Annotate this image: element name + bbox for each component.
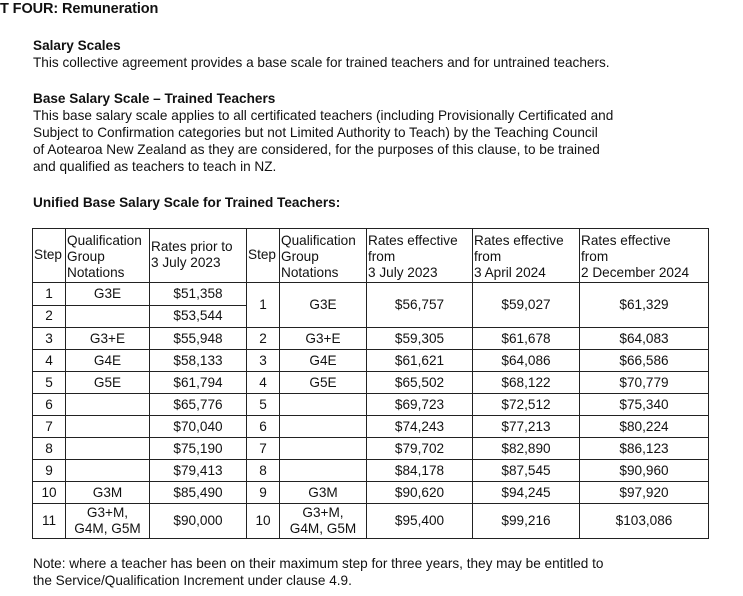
rate-jul-2023: $56,757 bbox=[367, 283, 473, 328]
table-note bbox=[33, 555, 603, 589]
rate-dec-2024: $61,329 bbox=[580, 283, 709, 328]
new-qual: G5E bbox=[280, 372, 367, 394]
rate-apr-2024: $64,086 bbox=[473, 350, 580, 372]
note-line: Note: where a teacher has been on their maximum step for three years, they may be entitled to bbox=[33, 556, 604, 571]
old-step: 5 bbox=[33, 372, 66, 394]
rate-apr-2024: $68,122 bbox=[473, 372, 580, 394]
rate-jul-2023: $65,502 bbox=[367, 372, 473, 394]
rate-jul-2023: $95,400 bbox=[367, 504, 473, 539]
old-qual bbox=[66, 416, 150, 438]
rate-dec-2024: $70,779 bbox=[580, 372, 709, 394]
header-rates-jul-2023: Rates effective from 3 July 2023 bbox=[367, 229, 473, 283]
new-qual bbox=[280, 438, 367, 460]
salary-scale-table bbox=[32, 228, 709, 539]
section-body: This collective agreement provides a base scale for trained teachers and for untrained teachers. bbox=[33, 55, 610, 70]
old-rate: $65,776 bbox=[150, 394, 247, 416]
header-rates-apr-2024: Rates effective from 3 April 2024 bbox=[473, 229, 580, 283]
old-rate: $70,040 bbox=[150, 416, 247, 438]
rate-jul-2023: $90,620 bbox=[367, 482, 473, 504]
section-body-line: of Aotearoa New Zealand as they are considered, for the purposes of this clause, to be trained bbox=[33, 142, 600, 157]
part-title: T FOUR: Remuneration bbox=[0, 1, 159, 17]
table-row bbox=[33, 416, 709, 438]
old-rate: $85,490 bbox=[150, 482, 247, 504]
table-header-row bbox=[33, 229, 709, 283]
rate-jul-2023: $79,702 bbox=[367, 438, 473, 460]
header-qualification-new: Qualification Group Notations bbox=[280, 229, 367, 283]
old-step: 2 bbox=[33, 305, 66, 328]
header-rates-prior: Rates prior to 3 July 2023 bbox=[150, 229, 247, 283]
old-step: 4 bbox=[33, 350, 66, 372]
table-row bbox=[33, 438, 709, 460]
old-step: 9 bbox=[33, 460, 66, 482]
new-step: 7 bbox=[247, 438, 280, 460]
new-step: 4 bbox=[247, 372, 280, 394]
new-qual: G3E bbox=[280, 283, 367, 328]
rate-apr-2024: $94,245 bbox=[473, 482, 580, 504]
old-qual bbox=[66, 460, 150, 482]
new-step: 3 bbox=[247, 350, 280, 372]
table-row bbox=[33, 372, 709, 394]
new-step: 6 bbox=[247, 416, 280, 438]
header-step-old: Step bbox=[33, 229, 66, 283]
new-step: 9 bbox=[247, 482, 280, 504]
header-rates-dec-2024: Rates effective from 2 December 2024 bbox=[580, 229, 709, 283]
rate-dec-2024: $64,083 bbox=[580, 328, 709, 350]
old-step: 11 bbox=[33, 504, 66, 539]
old-rate: $61,794 bbox=[150, 372, 247, 394]
section-heading: Salary Scales bbox=[33, 38, 121, 53]
new-step: 5 bbox=[247, 394, 280, 416]
section-body-line: Subject to Confirmation categories but not Limited Authority to Teach) by the Teaching Council bbox=[33, 125, 598, 140]
new-qual: G3+M, G4M, G5M bbox=[280, 504, 367, 539]
old-step: 8 bbox=[33, 438, 66, 460]
old-step: 1 bbox=[33, 283, 66, 306]
rate-dec-2024: $75,340 bbox=[580, 394, 709, 416]
old-qual: G3+M, G4M, G5M bbox=[66, 504, 150, 539]
rate-apr-2024: $87,545 bbox=[473, 460, 580, 482]
new-qual: G3+E bbox=[280, 328, 367, 350]
header-step-new: Step bbox=[247, 229, 280, 283]
rate-dec-2024: $97,920 bbox=[580, 482, 709, 504]
rate-dec-2024: $103,086 bbox=[580, 504, 709, 539]
new-qual bbox=[280, 394, 367, 416]
table-row bbox=[33, 482, 709, 504]
table-row bbox=[33, 350, 709, 372]
old-rate: $75,190 bbox=[150, 438, 247, 460]
rate-jul-2023: $74,243 bbox=[367, 416, 473, 438]
old-step: 3 bbox=[33, 328, 66, 350]
old-qual bbox=[66, 438, 150, 460]
old-rate: $58,133 bbox=[150, 350, 247, 372]
header-qualification-old: Qualification Group Notations bbox=[66, 229, 150, 283]
old-step: 6 bbox=[33, 394, 66, 416]
rate-apr-2024: $72,512 bbox=[473, 394, 580, 416]
new-step: 2 bbox=[247, 328, 280, 350]
new-qual bbox=[280, 416, 367, 438]
rate-dec-2024: $90,960 bbox=[580, 460, 709, 482]
new-qual bbox=[280, 460, 367, 482]
rate-dec-2024: $86,123 bbox=[580, 438, 709, 460]
old-qual: G5E bbox=[66, 372, 150, 394]
base-salary-trained-section bbox=[33, 90, 613, 175]
table-row bbox=[33, 394, 709, 416]
rate-apr-2024: $77,213 bbox=[473, 416, 580, 438]
table-row bbox=[33, 460, 709, 482]
old-qual: G3M bbox=[66, 482, 150, 504]
section-body-line: and qualified as teachers to teach in NZ. bbox=[33, 159, 277, 174]
old-qual: G4E bbox=[66, 350, 150, 372]
note-line: the Service/Qualification Increment under clause 4.9. bbox=[33, 573, 352, 588]
old-qual: G3+E bbox=[66, 328, 150, 350]
rate-dec-2024: $80,224 bbox=[580, 416, 709, 438]
old-step: 7 bbox=[33, 416, 66, 438]
rate-jul-2023: $59,305 bbox=[367, 328, 473, 350]
rate-apr-2024: $61,678 bbox=[473, 328, 580, 350]
rate-jul-2023: $61,621 bbox=[367, 350, 473, 372]
section-heading: Base Salary Scale – Trained Teachers bbox=[33, 91, 276, 106]
section-body-line: This base salary scale applies to all certificated teachers (including Provisionally Certificated and bbox=[33, 108, 614, 123]
unified-scale-heading-section bbox=[33, 194, 340, 211]
old-rate: $90,000 bbox=[150, 504, 247, 539]
table-row bbox=[33, 328, 709, 350]
new-qual: G3M bbox=[280, 482, 367, 504]
new-step: 1 bbox=[247, 283, 280, 328]
old-rate: $79,413 bbox=[150, 460, 247, 482]
table-row bbox=[33, 283, 709, 306]
rate-jul-2023: $84,178 bbox=[367, 460, 473, 482]
rate-jul-2023: $69,723 bbox=[367, 394, 473, 416]
old-step: 10 bbox=[33, 482, 66, 504]
new-step: 10 bbox=[247, 504, 280, 539]
old-qual: G3E bbox=[66, 283, 150, 306]
old-rate: $51,358 bbox=[150, 283, 247, 306]
new-qual: G4E bbox=[280, 350, 367, 372]
table-caption: Unified Base Salary Scale for Trained Teachers: bbox=[33, 195, 341, 210]
rate-apr-2024: $59,027 bbox=[473, 283, 580, 328]
rate-dec-2024: $66,586 bbox=[580, 350, 709, 372]
old-rate: $53,544 bbox=[150, 305, 247, 328]
old-rate: $55,948 bbox=[150, 328, 247, 350]
old-qual bbox=[66, 305, 150, 328]
old-qual bbox=[66, 394, 150, 416]
salary-scales-section bbox=[33, 37, 610, 71]
table-row bbox=[33, 504, 709, 539]
rate-apr-2024: $99,216 bbox=[473, 504, 580, 539]
new-step: 8 bbox=[247, 460, 280, 482]
rate-apr-2024: $82,890 bbox=[473, 438, 580, 460]
